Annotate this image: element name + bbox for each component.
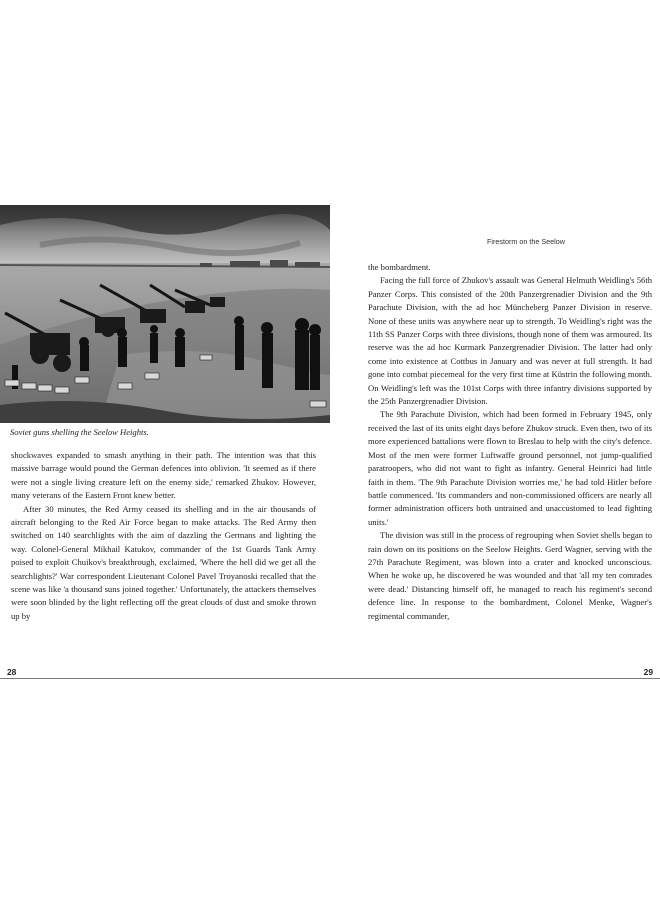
paragraph: shockwaves expanded to smash anything in their path. The intention was that this massive barrage would pound the German defences into oblivion. 'It seemed as if there were not a single living creature left on the enemy side,' remarked Zhukov. However, many veterans of the Eastern Front knew better.	[11, 450, 316, 501]
footer-rule	[330, 678, 660, 679]
footer-rule	[0, 678, 330, 679]
right-page	[330, 205, 660, 680]
paragraph: The 9th Parachute Division, which had been formed in February 1945, only received the last of its units eight days before Zhukov struck. Even then, two of its more experienced battalions were flown to Breslau to help with the city's defence. Most of the men were former Luftwaffe ground personnel, not jump-qualified paratroopers, who did not want to fight as infantry. General Heinrici had little faith in them. 'The 9th Parachute Division worries me,' he had told Hitler before battle commenced. 'Its commanders and non-commissioned officers are nearly all former administration officers both untrained and unaccustomed to lead fighting units.'	[368, 409, 652, 527]
paragraph: After 30 minutes, the Red Army ceased its shelling and in the air thousands of aircraft belonging to the Red Air Force began to make attacks. The Red Army then switched on 140 searchlights with the aim of dazzling the Germans and lighting the way. Colonel-General Mikhail Katukov, commander of the 1st Guards Tank Army poised to exploit Chuikov's breakthrough, exclaimed, 'Where the hell did we get all the searchlights?' War correspondent Lieutenant Colonel Pavel Troyanoski recalled that the scene was like 'a thousand suns joined together.' Unfortunately, the attackers themselves were soon blinded by the light reflecting off the great clouds of dust and smoke thrown up by	[11, 503, 316, 621]
book-spread	[0, 205, 660, 680]
page-number: 28	[7, 667, 17, 677]
running-head: Firestorm on the Seelow	[487, 237, 565, 246]
right-body-text	[368, 261, 652, 623]
soviet-guns-photo	[0, 205, 330, 423]
left-page	[0, 205, 330, 680]
paragraph: Facing the full force of Zhukov's assault was General Helmuth Weidling's 56th Panzer Corps. This consisted of the 20th Panzergrenadier Division and the 9th Parachute Division, with the ad hoc Müncheberg Panzer Division in reserve. None of these units was anywhere near up to strength. To Weidling's right was the 11th SS Panzer Corps with three divisions, though none of them was armoured. Its reserve was the ad hoc Kurmark Panzergrenadier Division. The latter had only come into existence at Cottbus in January and was never at full strength. It had gone into combat piecemeal for the very first time at Küstrin the following month. On Weidling's left was the 101st Corps with three infantry divisions supported by the 25th Panzergrenadier Division.	[368, 275, 652, 407]
paragraph: the bombardment.	[368, 262, 431, 272]
paragraph: The division was still in the process of regrouping when Soviet shells began to rain down on its positions on the Seelow Heights. Gerd Wagner, serving with the 27th Parachute Regiment, was blown into a crater and knocked unconscious. When he woke up, he discovered he was wounded and that 'all my ten comrades were dead.' Distancing himself off, he managed to reach his regiment's second defence line. In response to the bombardment, Colonel Menke, Wagner's regimental commander,	[368, 530, 652, 621]
photo-caption: Soviet guns shelling the Seelow Heights.	[10, 427, 149, 437]
page-number: 29	[643, 667, 653, 677]
left-body-text	[11, 449, 316, 623]
